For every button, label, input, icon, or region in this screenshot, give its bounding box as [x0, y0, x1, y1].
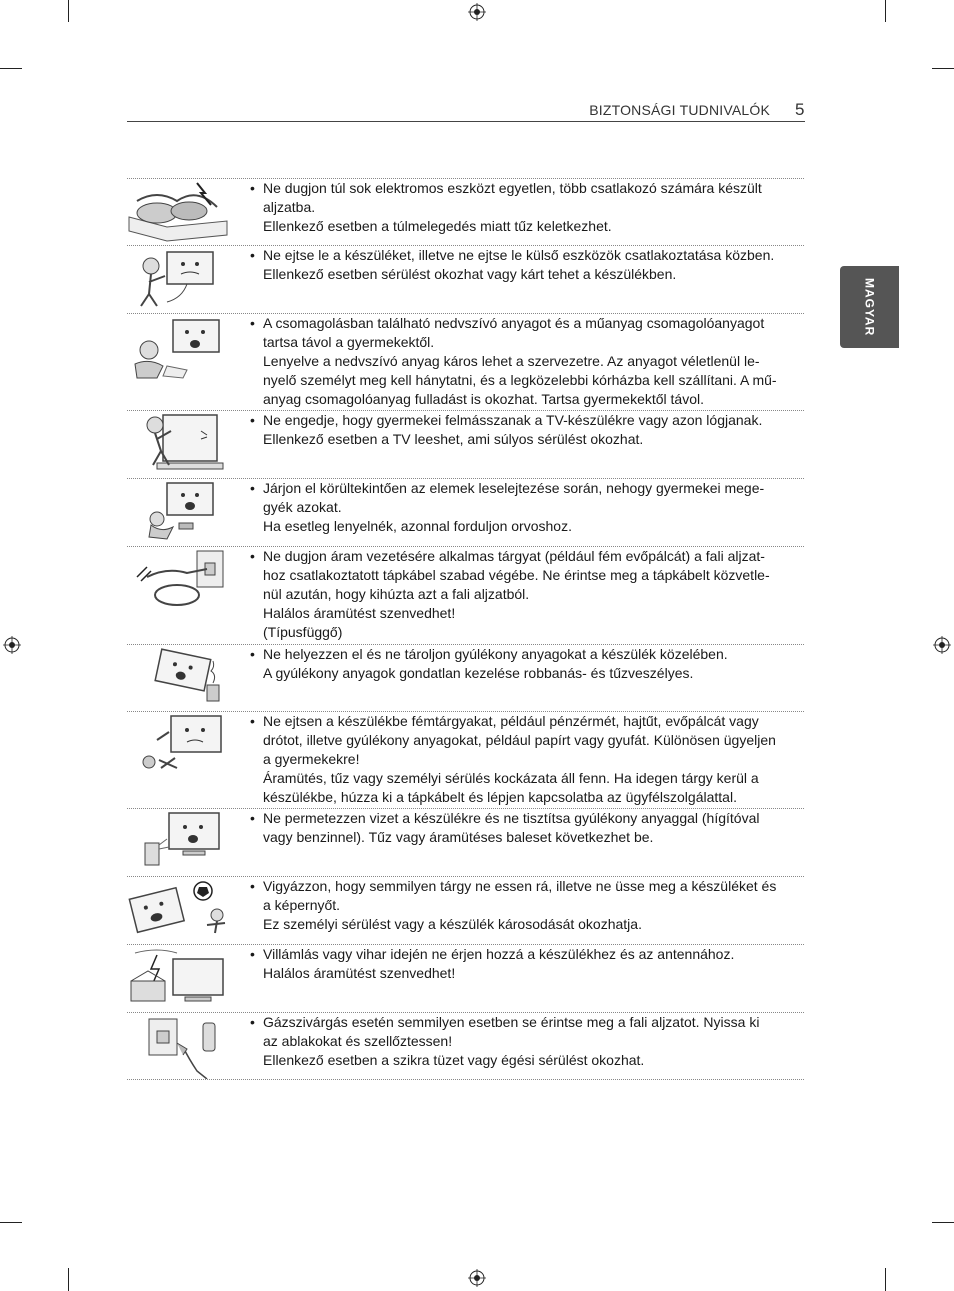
safety-line: • Ne helyezzen el és ne tároljon gyúlékony anyagokat a készülék közelében.: [248, 645, 788, 664]
lightning-tv-icon: [127, 945, 237, 1011]
safety-line: • Ne permetezzen vizet a készülékre és ne tisztítsa gyúlékony anyaggal (hígítóval: [248, 809, 788, 828]
safety-line: nül azután, hogy kihúzta azt a fali aljzatból.: [263, 586, 530, 602]
safety-line: • Ne dugjon áram vezetésére alkalmas tárgyat (például fém evőpálcát) a fali aljzat-: [248, 547, 788, 566]
safety-item: [127, 478, 804, 546]
safety-line: drótot, illetve gyúlékony anyagokat, például papírt vagy gyufát. Különösen ügyeljen: [263, 732, 776, 748]
safety-line: hoz csatlakoztatott tápkábel szabad végébe. Ne érintse meg a tápkábelt közvetle-: [263, 567, 770, 583]
safety-line: • Villámlás vagy vihar idején ne érjen hozzá a készülékhez és az antennához.: [248, 945, 788, 964]
safety-list: [127, 178, 804, 1080]
registration-mark-icon: [468, 1269, 486, 1287]
battery-child-icon: [127, 479, 237, 545]
power-cable-outlet-icon: [127, 547, 237, 613]
safety-line: az ablakokat és szellőztessen!: [263, 1033, 453, 1049]
safety-line: • Ne engedje, hogy gyermekei felmásszanak a TV-készülékre vagy azon lógjanak.: [248, 411, 788, 430]
safety-line: a gyermekekre!: [263, 751, 360, 767]
safety-text: [248, 945, 788, 983]
safety-item: [127, 711, 804, 808]
safety-line: Halálos áramütést szenvedhet!: [263, 965, 456, 981]
safety-item: [127, 876, 804, 944]
safety-item: [127, 410, 804, 478]
safety-line: • Vigyázzon, hogy semmilyen tárgy ne essen rá, illetve ne üsse meg a készüléket és: [248, 877, 788, 896]
safety-line: nyelő személyt meg kell hánytatni, és a legközelebbi kórházba kell szállítani. A mű-: [263, 372, 777, 388]
safety-text: [248, 411, 788, 449]
safety-item: [127, 313, 804, 410]
safety-line: • Járjon el körültekintően az elemek leselejtezése során, nehogy gyermekei mege-: [248, 479, 788, 498]
safety-line: • Ne dugjon túl sok elektromos eszközt egyetlen, több csatlakozó számára készült: [248, 179, 788, 198]
safety-text: [248, 246, 788, 284]
safety-item: [127, 808, 804, 876]
safety-text: [248, 479, 788, 536]
safety-text: [248, 712, 788, 807]
safety-line: készülékbe, húzza ki a tápkábelt és lépjen kapcsolatba az ügyfélszolgálattal.: [263, 789, 737, 805]
safety-text: [248, 877, 788, 934]
safety-text: [248, 1013, 788, 1070]
safety-text: [248, 645, 788, 683]
safety-text: [248, 809, 788, 847]
unplug-tv-icon: [127, 246, 237, 312]
language-tab-label: MAGYAR: [862, 277, 877, 337]
child-climbing-tv-icon: [127, 411, 237, 477]
crop-mark: [885, 1268, 886, 1291]
flammable-near-tv-icon: [127, 645, 237, 711]
crop-mark: [0, 1222, 22, 1223]
safety-item: [127, 178, 804, 245]
crop-mark: [932, 68, 954, 69]
safety-line: Áramütés, tűz vagy személyi sérülés kockázata áll fenn. Ha idegen tárgy kerül a: [263, 770, 759, 786]
safety-line: (Típusfüggő): [263, 624, 343, 640]
safety-line: gyék azokat.: [263, 499, 342, 515]
safety-line: Ez személyi sérülést vagy a készülék károsodását okozhatja.: [263, 916, 642, 932]
safety-line: Ha esetleg lenyelnék, azonnal forduljon orvoshoz.: [263, 518, 572, 534]
packaging-child-icon: [127, 314, 237, 380]
overloaded-outlet-icon: [127, 179, 237, 245]
safety-line: A gyúlékony anyagok gondatlan kezelése robbanás- és tűzveszélyes.: [263, 665, 694, 681]
header-divider: [127, 121, 805, 122]
safety-item: [127, 644, 804, 711]
registration-mark-icon: [3, 636, 21, 654]
safety-text: [248, 547, 788, 642]
safety-text: [248, 314, 788, 409]
safety-item: [127, 546, 804, 644]
safety-line: Ellenkező esetben a TV leeshet, ami súlyos sérülést okozhat.: [263, 431, 644, 447]
crop-mark: [0, 68, 22, 69]
section-title: BIZTONSÁGI TUDNIVALÓK: [589, 102, 770, 118]
language-tab: [840, 266, 899, 348]
safety-line: a képernyőt.: [263, 897, 341, 913]
crop-mark: [68, 0, 69, 22]
safety-item: [127, 944, 804, 1012]
safety-line: aljzatba.: [263, 199, 316, 215]
safety-line: vagy benzinnel). Tűz vagy áramütéses baleset következhet be.: [263, 829, 654, 845]
crop-mark: [68, 1268, 69, 1291]
safety-line: Ellenkező esetben a túlmelegedés miatt tűz keletkezhet.: [263, 218, 612, 234]
safety-line: • A csomagolásban található nedvszívó anyagot és a műanyag csomagolóanyagot: [248, 314, 788, 333]
registration-mark-icon: [468, 3, 486, 21]
ball-hitting-tv-icon: [127, 877, 237, 943]
safety-line: • Gázszivárgás esetén semmilyen esetben se érintse meg a fali aljzatot. Nyissa ki: [248, 1013, 788, 1032]
spray-water-tv-icon: [127, 809, 237, 875]
safety-item: [127, 1012, 804, 1080]
crop-mark: [932, 1222, 954, 1223]
safety-line: Lenyelve a nedvszívó anyag káros lehet a szervezetre. Az anyagot véletlenül le-: [263, 353, 760, 369]
metal-objects-tv-icon: [127, 712, 237, 778]
safety-line: anyag csomagolóanyag fulladást is okozhat. Tartsa gyermekektől távol.: [263, 391, 704, 407]
safety-line: tartsa távol a gyermekektől.: [263, 334, 435, 350]
page-number: 5: [795, 100, 805, 119]
safety-item: [127, 245, 804, 313]
safety-line: Halálos áramütést szenvedhet!: [263, 605, 456, 621]
safety-line: Ellenkező esetben a szikra tüzet vagy égési sérülést okozhat.: [263, 1052, 645, 1068]
safety-line: • Ne ejtse le a készüléket, illetve ne ejtse le külső eszközök csatlakoztatása közben.: [248, 246, 788, 265]
safety-text: [248, 179, 788, 236]
safety-line: Ellenkező esetben sérülést okozhat vagy kárt tehet a készülékben.: [263, 266, 677, 282]
safety-line: • Ne ejtsen a készülékbe fémtárgyakat, például pénzérmét, hajtűt, evőpálcát vagy: [248, 712, 788, 731]
gas-leak-outlet-icon: [127, 1013, 237, 1079]
registration-mark-icon: [933, 636, 951, 654]
crop-mark: [885, 0, 886, 22]
